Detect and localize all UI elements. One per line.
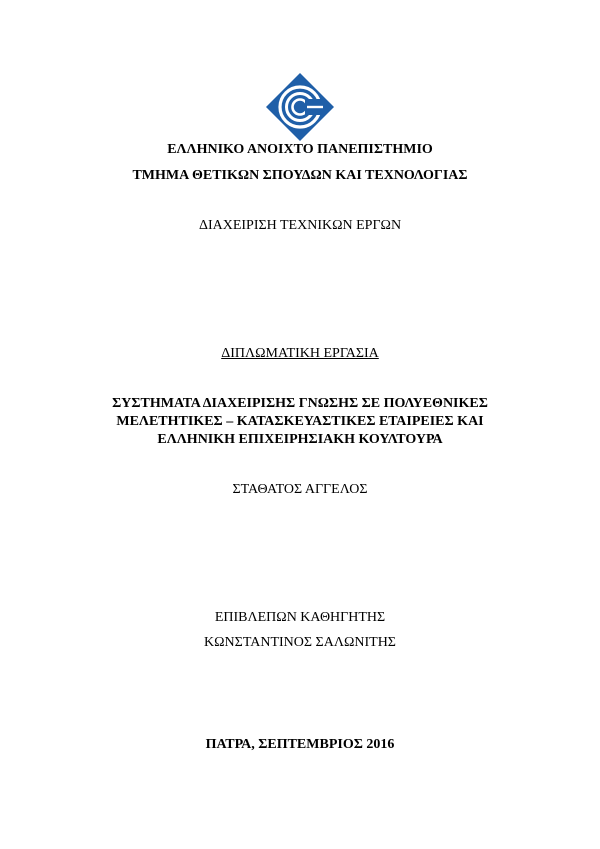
document-type: ΔΙΠΛΩΜΑΤΙΚΗ ΕΡΓΑΣΙΑ	[221, 346, 379, 361]
thesis-title-line: ΣΥΣΤΗΜΑΤΑ ΔΙΑΧΕΙΡΙΣΗΣ ΓΝΩΣΗΣ ΣΕ ΠΟΛΥΕΘΝΙΚΕΣ	[112, 396, 488, 411]
supervisor-label: ΕΠΙΒΛΕΠΩΝ ΚΑΘΗΓΗΤΗΣ	[214, 610, 386, 625]
author-name: ΣΤΑΘΑΤΟΣ ΑΓΓΕΛΟΣ	[232, 482, 368, 497]
university-name: ΕΛΛΗΝΙΚΟ ΑΝΟΙΧΤΟ ΠΑΝΕΠΙΣΤΗΜΙΟ	[167, 142, 433, 157]
department-name: ΤΜΗΜΑ ΘΕΤΙΚΩΝ ΣΠΟΥΔΩΝ ΚΑΙ ΤΕΧΝΟΛΟΓΙΑΣ	[132, 168, 468, 183]
university-seal-icon	[265, 72, 335, 142]
thesis-title-line: ΕΛΛΗΝΙΚΗ ΕΠΙΧΕΙΡΗΣΙΑΚΗ ΚΟΥΛΤΟΥΡΑ	[157, 432, 443, 447]
program-name: ΔΙΑΧΕΙΡΙΣΗ ΤΕΧΝΙΚΩΝ ΕΡΓΩΝ	[198, 218, 402, 233]
supervisor-name: ΚΩΝΣΤΑΝΤΙΝΟΣ ΣΑΛΩΝΙΤΗΣ	[204, 635, 396, 650]
thesis-title-line: ΜΕΛΕΤΗΤΙΚΕΣ – ΚΑΤΑΣΚΕΥΑΣΤΙΚΕΣ ΕΤΑΙΡΕΙΕΣ ΚΑΙ	[116, 414, 484, 429]
place-and-date: ΠΑΤΡΑ, ΣΕΠΤΕΜΒΡΙΟΣ 2016	[205, 737, 395, 752]
